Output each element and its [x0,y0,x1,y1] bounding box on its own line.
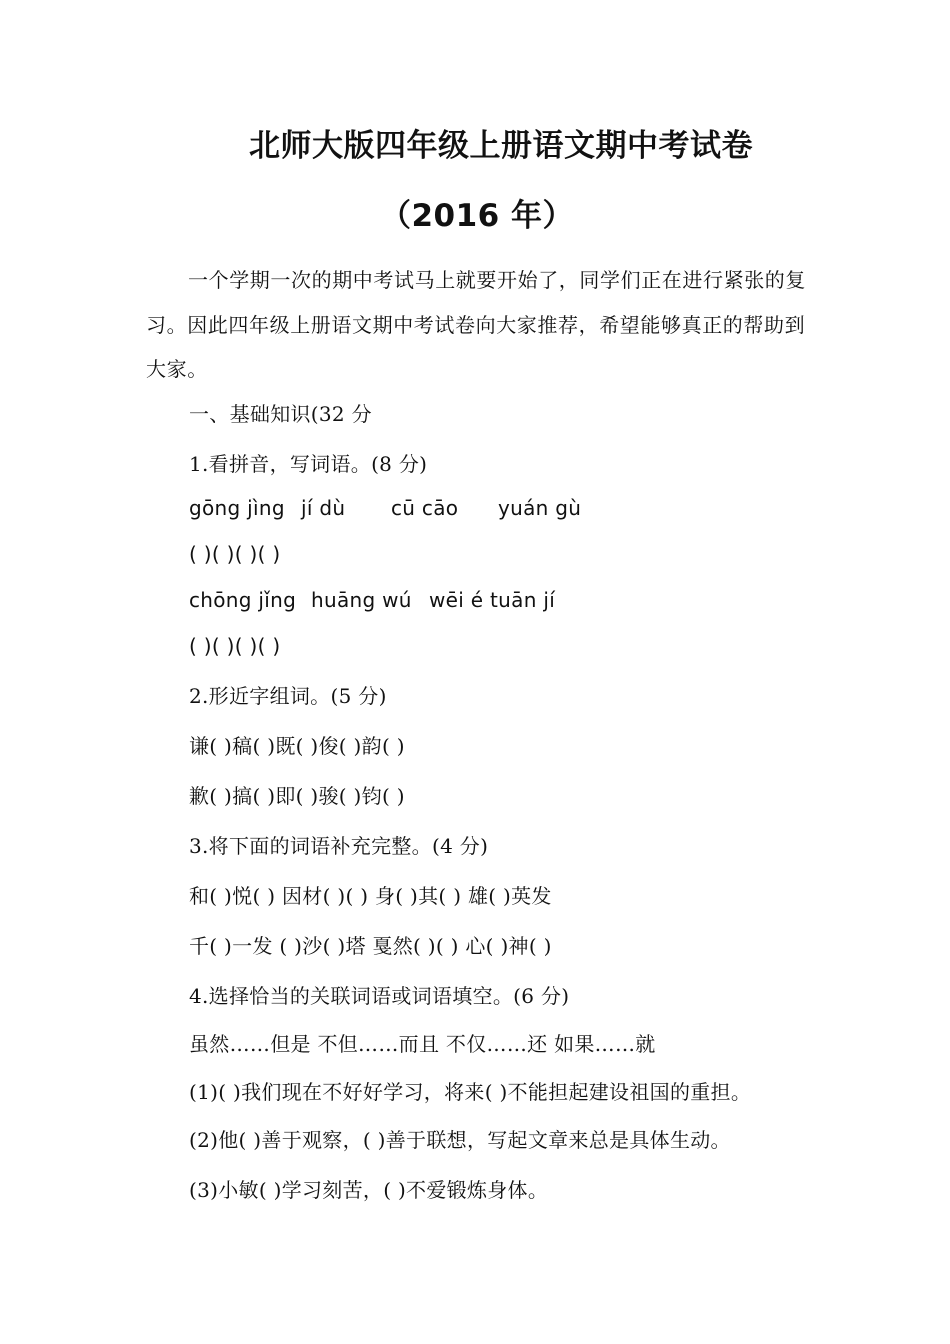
question-4-item-2: (2)他( )善于观察，( )善于联想，写起文章来总是具体生动。 [189,1128,731,1152]
question-1-heading: 1.看拼音，写词语。(8 分) [189,452,428,476]
question-3-heading: 3.将下面的词语补充完整。(4 分) [189,834,489,858]
question-4-item-3: (3)小敏( )学习刻苦，( )不爱锻炼身体。 [189,1178,549,1202]
section-heading-basic-knowledge: 一、基础知识(32 分 [189,402,372,426]
pinyin-word: wēi é tuān jí [429,588,556,612]
intro-paragraph: 一个学期一次的期中考试马上就要开始了，同学们正在进行紧张的复习。因此四年级上册语文期中考试卷向大家推荐，希望能够真正的帮助到大家。 [146,268,806,381]
answer-blanks-row-2: ( )( )( )( ) [189,634,281,658]
pinyin-word: huāng wú [311,588,412,612]
pinyin-word: cū cāo [391,496,459,520]
question-3-row-2: 千( )一发 ( )沙( )塔 戛然( )( ) 心( )神( ) [189,934,552,958]
pinyin-word: gōng jìng [189,496,285,520]
question-2-heading: 2.形近字组词。(5 分) [189,684,387,708]
pinyin-row-2 [189,588,555,612]
pinyin-word: chōng jǐng [189,588,297,612]
question-4-heading: 4.选择恰当的关联词语或词语填空。(6 分) [189,984,570,1008]
document-title: 北师大版四年级上册语文期中考试卷 [249,128,753,164]
pinyin-word: jí dù [301,496,346,520]
answer-blanks-row-1: ( )( )( )( ) [189,542,281,566]
pinyin-row-1 [189,496,581,520]
question-3-row-1: 和( )悦( ) 因材( )( ) 身( )其( ) 雄( )英发 [189,884,552,908]
question-4-item-1: (1)( )我们现在不好好学习，将来( )不能担起建设祖国的重担。 [189,1080,752,1104]
question-2-row-2: 歉( )搞( )即( )骏( )钧( ) [189,784,405,808]
question-4-options: 虽然……但是 不但……而且 不仅……还 如果……就 [189,1032,656,1056]
pinyin-word: yuán gù [498,496,582,520]
question-2-row-1: 谦( )稿( )既( )俊( )韵( ) [189,734,405,758]
document-year: （2016 年） [379,198,575,234]
